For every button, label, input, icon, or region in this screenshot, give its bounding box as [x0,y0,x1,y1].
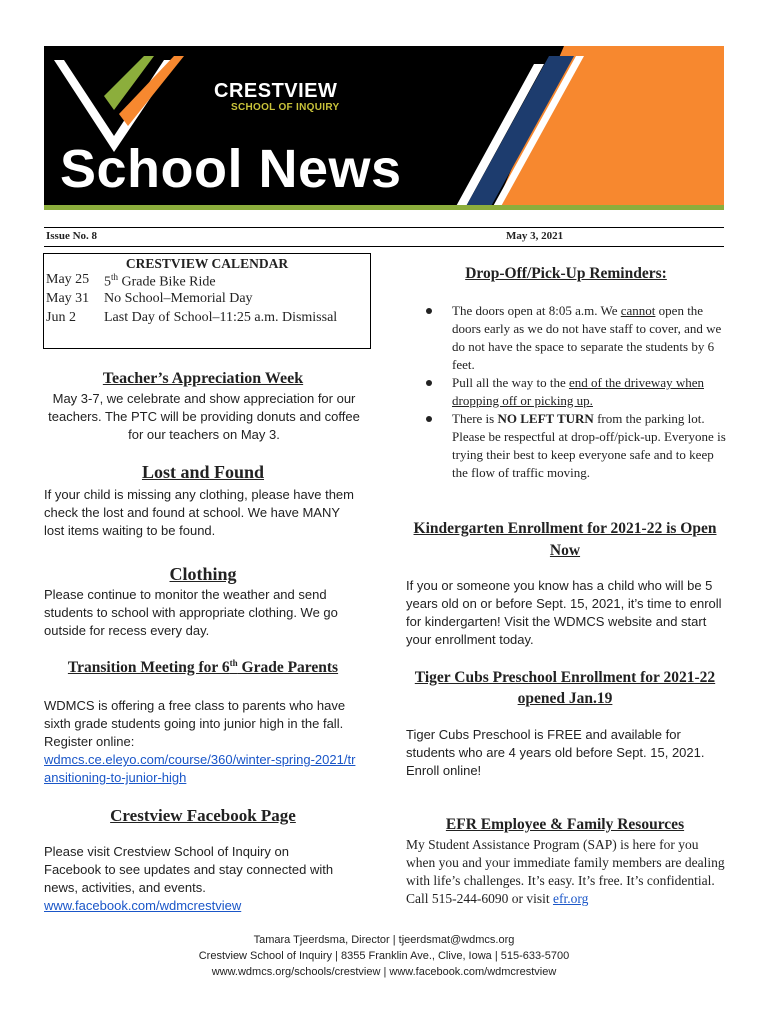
issue-date: May 3, 2021 [506,230,564,242]
kinder-text: If you or someone you know has a child who will be 5 years old on or before Sept. 15, 2021, it’s time to enroll for kindergarten! Visit the WDMCS website and start your enrollment today. [406,578,722,647]
calendar-row [44,310,370,329]
dropoff-heading: Drop-Off/Pick-Up Reminders: [465,265,667,282]
teacher-week-heading: Teacher’s Appreciation Week [102,370,304,387]
calendar-box [43,253,371,349]
calendar-event: Last Day of School–11:25 a.m. Dismissal [104,310,338,325]
calendar-event: 5th Grade Bike Ride [104,272,216,290]
facebook-heading: Crestview Facebook Page [110,806,296,825]
lost-found-text: If your child is missing any clothing, please have them check the lost and found at school. We have MANY lost items waiting to be found. [44,487,354,538]
dropoff-list [406,302,726,482]
transition-link[interactable]: wdmcs.ce.eleyo.com/course/360/winter-spring-2021/transitioning-to-junior-high [44,752,356,785]
facebook-text: Please visit Crestview School of Inquiry on Facebook to see updates and stay connected with news, activities, and events. www.facebook.com/wdmcrestview [44,844,334,913]
tiger-text: Tiger Cubs Preschool is FREE and available for students who are 4 years old before Sept. 15, 2021. Enroll online! [406,727,705,778]
calendar-row [44,272,370,291]
list-item: There is NO LEFT TURN from the parking lot. Please be respectful at drop-off/pick-up. Everyone is trying their best to keep everyone safe and to keep the flow of traffic moving. [406,410,726,482]
teacher-week-text: May 3-7, we celebrate and show appreciation for our teachers. The PTC will be providing donuts and coffee for our teachers on May 3. [48,391,360,442]
clothing-text: Please continue to monitor the weather and send students to school with appropriate clothing. We go outside for recess every day. [44,587,338,638]
footer-links: www.wdmcs.org/schools/crestview | www.facebook.com/wdmcrestview [211,966,557,978]
calendar-event: No School–Memorial Day [104,291,253,306]
lost-found-heading: Lost and Found [141,462,265,482]
calendar-row [44,291,370,310]
header-banner [44,46,724,210]
list-item: The doors open at 8:05 a.m. We cannot open the doors early as we do not have staff to cover, and we do not have the space to separate the students by 6 feet. [406,302,726,374]
banner-accent-bar [44,205,724,210]
efr-heading: EFR Employee & Family Resources [445,816,685,833]
brand-subtitle: SCHOOL OF INQUIRY [231,102,340,113]
list-item: Pull all the way to the end of the driveway when dropping off or picking up. [406,374,726,410]
efr-link[interactable]: efr.org [553,891,589,906]
brand-name: CRESTVIEW [214,80,338,102]
tiger-heading: Tiger Cubs Preschool Enrollment for 2021-22 opened Jan.19 [414,669,716,707]
footer-director: Tamara Tjeerdsma, Director | tjeerdsmat@wdmcs.org [253,934,515,946]
efr-text: My Student Assistance Program (SAP) is here for you when you and your immediate family members are dealing with life’s challenges. It’s easy. It’s free. It’s confidential. Call 515-244-6090 or visit efr.org [406,837,725,906]
kinder-heading: Kindergarten Enrollment for 2021-22 is Open Now [413,520,717,559]
calendar-date: May 31 [46,291,90,306]
facebook-link[interactable]: www.facebook.com/wdmcrestview [44,898,242,913]
calendar-title: CRESTVIEW CALENDAR [125,256,289,271]
transition-text: WDMCS is offering a free class to parents who have sixth grade students going into junior high in the fall. Register online: wdmcs.ce.eleyo.com/course/360/winter-spring-2021/transitioning-to-junior-high [44,698,356,785]
issue-number: Issue No. 8 [46,230,98,242]
clothing-heading: Clothing [169,564,237,584]
calendar-date: Jun 2 [46,310,76,325]
masthead-title: School News [60,139,402,199]
footer [0,932,768,980]
transition-heading: Transition Meeting for 6th Grade Parents [67,658,339,677]
footer-address: Crestview School of Inquiry | 8355 Franklin Ave., Clive, Iowa | 515-633-5700 [198,950,570,962]
issue-bar [44,227,724,247]
calendar-date: May 25 [46,272,90,287]
